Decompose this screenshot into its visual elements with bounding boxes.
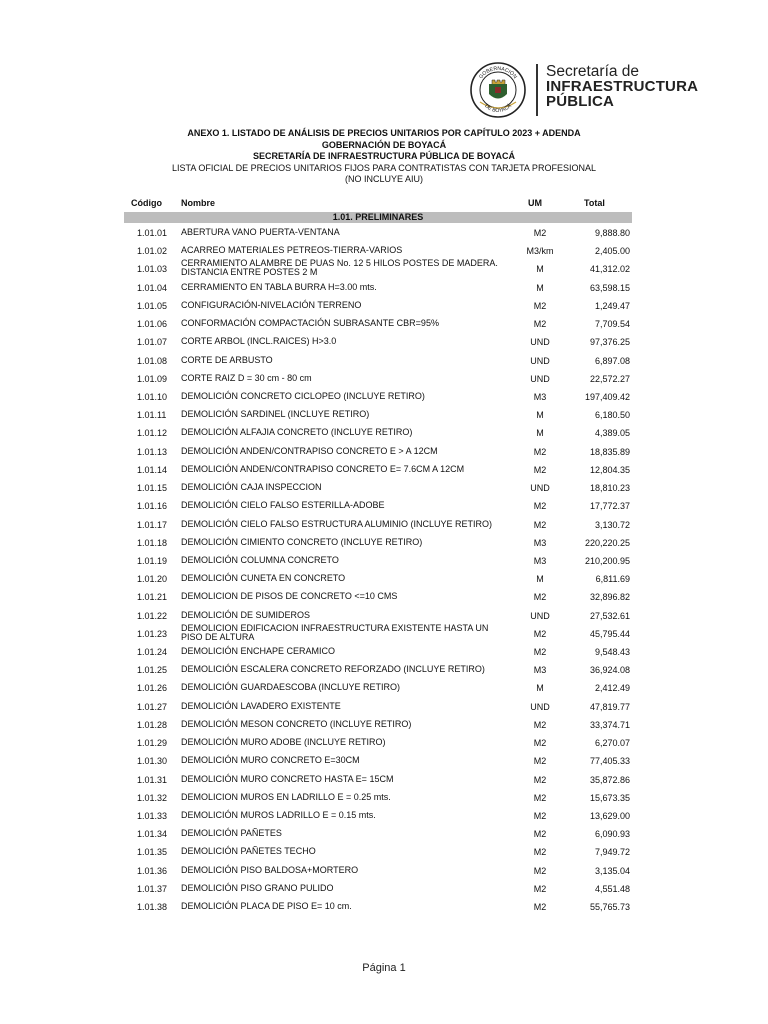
row-code: 1.01.27 <box>137 701 168 712</box>
row-code: 1.01.03 <box>137 264 168 275</box>
table-row <box>0 352 768 370</box>
row-total: 6,897.08 <box>594 355 630 366</box>
row-um: UND <box>530 483 550 494</box>
row-code: 1.01.25 <box>137 665 168 676</box>
row-name: DEMOLICIÓN PAÑETES <box>181 828 282 839</box>
column-header-name: Nombre <box>181 198 216 208</box>
row-name: DEMOLICIÓN CIELO FALSO ESTRUCTURA ALUMINIO (INCLUYE RETIRO) <box>181 518 493 529</box>
row-total: 45,795.44 <box>589 628 630 639</box>
row-um: M2 <box>533 847 547 858</box>
row-code: 1.01.02 <box>137 246 168 257</box>
row-name: DEMOLICIÓN GUARDAESCOBA (INCLUYE RETIRO) <box>181 682 401 693</box>
row-um: M2 <box>533 792 547 803</box>
row-name: DEMOLICIÓN CONCRETO CICLOPEO (INCLUYE RETIRO) <box>181 390 425 401</box>
row-name: DEMOLICION MUROS EN LADRILLO E = 0.25 mts. <box>181 791 391 802</box>
title-line-5: (NO INCLUYE AIU) <box>344 174 423 185</box>
row-um: M2 <box>533 592 547 603</box>
row-code: 1.01.16 <box>137 501 168 512</box>
row-code: 1.01.18 <box>137 537 168 548</box>
table-row <box>0 880 768 898</box>
page-number: Página 1 <box>362 962 406 974</box>
row-um: M2 <box>533 811 547 821</box>
row-total: 2,412.49 <box>594 683 630 694</box>
row-um: M2 <box>533 501 547 512</box>
section-header: 1.01. PRELIMINARES <box>124 212 632 223</box>
row-total: 15,673.35 <box>589 792 630 803</box>
row-total: 1,249.47 <box>594 300 630 311</box>
row-name: DEMOLICIÓN MURO ADOBE (INCLUYE RETIRO) <box>181 737 386 748</box>
table-row <box>0 297 768 315</box>
table-row <box>0 622 768 643</box>
row-name: DEMOLICIÓN CIMIENTO CONCRETO (INCLUYE RETIRO) <box>181 536 423 547</box>
row-total: 220,220.25 <box>584 537 630 548</box>
table-row <box>0 643 768 661</box>
row-um: M3/km <box>526 246 554 257</box>
row-code: 1.01.23 <box>137 628 168 639</box>
row-total: 18,810.23 <box>589 483 630 494</box>
row-um: M3 <box>533 665 547 676</box>
row-um: M2 <box>533 829 547 840</box>
logo-divider <box>536 64 538 116</box>
row-um: M2 <box>533 774 547 785</box>
row-name: DEMOLICIÓN LAVADERO EXISTENTE <box>181 700 341 711</box>
table-row <box>0 898 768 916</box>
row-code: 1.01.36 <box>137 865 168 876</box>
row-code: 1.01.12 <box>137 428 168 439</box>
row-name: DEMOLICIÓN PLACA DE PISO E= 10 cm. <box>181 901 352 912</box>
row-name: DEMOLICIÓN PISO BALDOSA+MORTERO <box>181 864 359 875</box>
row-total: 13,629.00 <box>589 811 630 821</box>
row-um: M2 <box>533 464 547 475</box>
row-code: 1.01.31 <box>137 774 168 785</box>
price-table <box>0 224 768 916</box>
row-name: DEMOLICION DE PISOS DE CONCRETO <=10 CMS <box>181 591 398 602</box>
row-name: DEMOLICIÓN ANDEN/CONTRAPISO CONCRETO E > A 12CM <box>181 445 438 456</box>
row-name: CONFORMACIÓN COMPACTACIÓN SUBRASANTE CBR=95% <box>181 318 439 329</box>
row-um: UND <box>530 701 550 712</box>
row-um: M <box>536 282 544 293</box>
row-total: 27,532.61 <box>589 610 630 621</box>
row-name: DEMOLICIÓN MURO CONCRETO HASTA E= 15CM <box>181 773 394 784</box>
row-um: M2 <box>533 319 547 330</box>
row-total: 6,270.07 <box>594 738 630 749</box>
row-total: 22,572.27 <box>589 373 630 384</box>
row-total: 6,090.93 <box>594 829 630 840</box>
row-name: DEMOLICIÓN CAJA INSPECCION <box>181 482 322 493</box>
row-code: 1.01.24 <box>137 647 168 658</box>
table-row <box>0 679 768 697</box>
row-code: 1.01.15 <box>137 483 168 494</box>
row-code: 1.01.28 <box>137 719 168 730</box>
table-row <box>0 388 768 406</box>
row-name: DEMOLICIÓN ENCHAPE CERAMICO <box>181 646 336 657</box>
row-code: 1.01.06 <box>137 319 168 330</box>
table-row <box>0 752 768 770</box>
table-row <box>0 843 768 861</box>
table-row <box>0 534 768 552</box>
row-code: 1.01.13 <box>137 446 168 457</box>
row-total: 4,389.05 <box>594 428 630 439</box>
row-name: DEMOLICIÓN DE SUMIDEROS <box>181 609 311 620</box>
row-total: 7,709.54 <box>594 319 630 330</box>
row-um: M2 <box>533 883 547 894</box>
table-row <box>0 224 768 242</box>
table-row <box>0 370 768 388</box>
row-um: M2 <box>533 719 547 730</box>
row-name: DEMOLICIÓN MUROS LADRILLO E = 0.15 mts. <box>181 810 376 820</box>
row-um: M3 <box>533 391 547 402</box>
title-line-3: SECRETARÍA DE INFRAESTRUCTURA PÚBLICA DE BOYACÁ <box>252 151 515 162</box>
row-code: 1.01.05 <box>137 300 168 311</box>
row-total: 77,405.33 <box>589 756 630 767</box>
row-name: CORTE DE ARBUSTO <box>181 354 273 365</box>
row-code: 1.01.26 <box>137 683 168 694</box>
row-total: 3,135.04 <box>594 865 630 876</box>
row-code: 1.01.32 <box>137 792 168 803</box>
title-line-4: LISTA OFICIAL DE PRECIOS UNITARIOS FIJOS PARA CONTRATISTAS CON TARJETA PROFESIONAL <box>172 162 596 173</box>
row-total: 2,405.00 <box>594 246 630 257</box>
row-code: 1.01.17 <box>137 519 168 530</box>
row-code: 1.01.09 <box>137 373 168 384</box>
row-total: 47,819.77 <box>589 701 630 712</box>
row-total: 33,374.71 <box>589 719 630 730</box>
row-um: UND <box>530 355 550 366</box>
row-name: DEMOLICIÓN PAÑETES TECHO <box>181 846 316 857</box>
seal-text-bottom: DE BOYACÁ <box>483 103 513 115</box>
row-total: 55,765.73 <box>589 902 630 913</box>
row-code: 1.01.35 <box>137 847 168 858</box>
row-total: 210,200.95 <box>584 555 630 566</box>
table-row <box>0 479 768 497</box>
row-um: M2 <box>533 228 547 238</box>
row-code: 1.01.11 <box>137 410 167 421</box>
row-total: 36,924.08 <box>589 665 630 676</box>
row-name: DEMOLICIÓN ESCALERA CONCRETO REFORZADO (INCLUYE RETIRO) <box>181 664 485 675</box>
row-total: 3,130.72 <box>594 519 630 530</box>
table-row <box>0 588 768 606</box>
row-name: CORTE RAIZ D = 30 cm - 80 cm <box>181 372 312 383</box>
row-name: DEMOLICIÓN MESON CONCRETO (INCLUYE RETIRO) <box>181 718 412 729</box>
table-row <box>0 552 768 570</box>
row-name: CERRAMIENTO EN TABLA BURRA H=3.00 mts. <box>181 281 377 292</box>
row-um: M <box>536 574 544 585</box>
row-name: ABERTURA VANO PUERTA-VENTANA <box>181 227 340 237</box>
table-row <box>0 789 768 807</box>
table-row <box>0 807 768 825</box>
governor-seal-icon <box>470 62 526 118</box>
row-total: 17,772.37 <box>589 501 630 512</box>
table-row <box>0 279 768 297</box>
row-code: 1.01.20 <box>137 574 168 585</box>
row-code: 1.01.07 <box>137 337 168 348</box>
row-name: ACARREO MATERIALES PETREOS-TIERRA-VARIOS <box>181 245 403 256</box>
table-row <box>0 862 768 880</box>
table-row <box>0 734 768 752</box>
row-um: M2 <box>533 756 547 767</box>
row-code: 1.01.38 <box>137 902 168 913</box>
row-code: 1.01.30 <box>137 756 168 767</box>
row-code: 1.01.21 <box>137 592 168 603</box>
table-row <box>0 406 768 424</box>
table-row <box>0 260 768 278</box>
table-row <box>0 516 768 534</box>
table-row <box>0 771 768 789</box>
title-line-1: ANEXO 1. LISTADO DE ANÁLISIS DE PRECIOS UNITARIOS POR CAPÍTULO 2023 + ADENDA <box>187 128 581 138</box>
row-total: 18,835.89 <box>589 446 630 457</box>
row-um: M2 <box>533 865 547 876</box>
table-row <box>0 698 768 716</box>
table-row <box>0 443 768 461</box>
header-logo <box>470 62 700 122</box>
row-total: 63,598.15 <box>589 282 630 293</box>
row-um: M2 <box>533 628 547 639</box>
row-name: DEMOLICIÓN MURO CONCRETO E=30CM <box>181 755 360 766</box>
row-code: 1.01.10 <box>137 391 168 402</box>
row-name: DEMOLICIÓN COLUMNA CONCRETO <box>181 554 339 565</box>
table-row <box>0 825 768 843</box>
row-name: DEMOLICIÓN ANDEN/CONTRAPISO CONCRETO E= 7.6CM A 12CM <box>181 463 465 474</box>
row-total: 12,804.35 <box>589 464 630 475</box>
row-um: UND <box>530 610 550 621</box>
row-um: M2 <box>533 300 547 311</box>
row-code: 1.01.14 <box>137 464 168 475</box>
row-name: DEMOLICIÓN PISO GRANO PULIDO <box>181 882 334 893</box>
row-total: 6,180.50 <box>594 410 630 421</box>
row-total: 4,551.48 <box>594 883 630 894</box>
row-total: 6,811.69 <box>595 574 630 585</box>
row-code: 1.01.19 <box>137 555 168 566</box>
table-row <box>0 424 768 442</box>
row-code: 1.01.29 <box>137 738 168 749</box>
row-code: 1.01.22 <box>137 610 168 621</box>
table-row <box>0 661 768 679</box>
row-um: UND <box>530 373 550 384</box>
row-um: M3 <box>533 537 547 548</box>
row-name: CERRAMIENTO ALAMBRE DE PUAS No. 12 5 HILOS POSTES DE MADERA. DISTANCIA ENTRE POSTES 2 M <box>181 258 498 278</box>
row-name: DEMOLICIÓN ALFAJIA CONCRETO (INCLUYE RETIRO) <box>181 427 413 438</box>
row-um: M2 <box>533 902 547 913</box>
row-total: 9,888.80 <box>594 228 630 238</box>
column-header-total: Total <box>584 198 605 208</box>
title-line-2: GOBERNACIÓN DE BOYACÁ <box>321 139 447 150</box>
document-title <box>0 128 768 186</box>
row-um: M2 <box>533 519 547 530</box>
row-total: 32,896.82 <box>589 592 630 603</box>
row-um: UND <box>530 337 550 348</box>
row-um: M <box>536 410 544 421</box>
table-row <box>0 570 768 588</box>
logo-wordmark <box>546 64 698 109</box>
logo-line-3: PÚBLICA <box>546 93 615 110</box>
row-code: 1.01.37 <box>137 883 168 894</box>
row-code: 1.01.04 <box>137 282 168 293</box>
row-total: 41,312.02 <box>589 264 630 275</box>
row-um: M2 <box>533 647 547 658</box>
row-name: DEMOLICIÓN CUNETA EN CONCRETO <box>181 573 346 584</box>
row-um: M <box>536 264 544 275</box>
row-name: DEMOLICIÓN CIELO FALSO ESTERILLA-ADOBE <box>181 500 385 511</box>
row-code: 1.01.01 <box>137 228 168 238</box>
table-row <box>0 497 768 515</box>
table-row <box>0 716 768 734</box>
row-total: 7,949.72 <box>594 847 630 858</box>
logo-line-1: Secretaría de <box>546 63 640 80</box>
row-code: 1.01.08 <box>137 355 168 366</box>
row-total: 97,376.25 <box>589 337 630 348</box>
row-um: M <box>536 428 544 439</box>
table-row <box>0 333 768 351</box>
row-name: DEMOLICION EDIFICACION INFRAESTRUCTURA EXISTENTE HASTA UN PISO DE ALTURA <box>181 622 489 642</box>
row-um: M2 <box>533 446 547 457</box>
row-code: 1.01.34 <box>137 829 168 840</box>
seal-text-top: GOBERNACIÓN <box>478 65 518 81</box>
row-total: 9,548.43 <box>594 647 630 658</box>
row-name: CONFIGURACIÓN-NIVELACIÓN TERRENO <box>181 299 362 310</box>
column-header-code: Código <box>131 198 162 208</box>
row-um: M <box>536 683 544 694</box>
row-code: 1.01.33 <box>137 811 168 821</box>
column-header-um: UM <box>528 198 542 208</box>
table-row <box>0 461 768 479</box>
row-total: 197,409.42 <box>584 391 630 402</box>
table-row <box>0 315 768 333</box>
row-total: 35,872.86 <box>589 774 630 785</box>
row-um: M3 <box>533 555 547 566</box>
row-name: DEMOLICIÓN SARDINEL (INCLUYE RETIRO) <box>181 409 370 420</box>
row-um: M2 <box>533 738 547 749</box>
row-name: CORTE ARBOL (INCL.RAICES) H>3.0 <box>181 336 337 347</box>
logo-line-2: INFRAESTRUCTURA <box>546 78 699 95</box>
